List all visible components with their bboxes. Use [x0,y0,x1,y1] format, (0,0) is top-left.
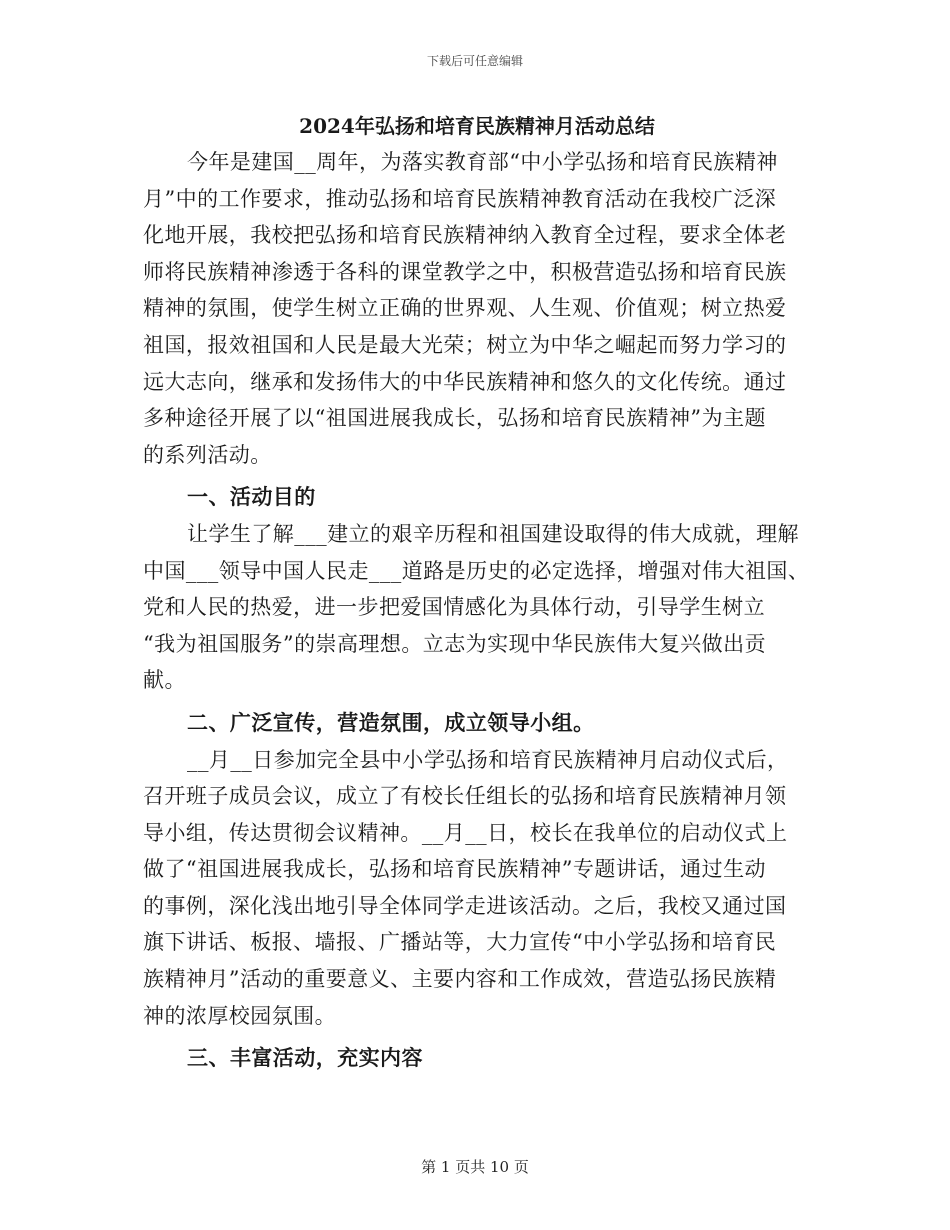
document-body [143,108,811,1077]
paragraph-line: 的系列活动。 [143,442,272,467]
page-footer: 第 1 页共 10 页 [421,1158,529,1176]
paragraph-line: 献。 [143,668,186,693]
paragraph-line: 中国___领导中国人民走___道路是历史的必定选择，增强对伟大祖国、 [143,558,810,583]
paragraph-line: 召开班子成员会议，成立了有校长任组长的弘扬和培育民族精神月领 [143,784,787,809]
paragraph-line: 做了“祖国进展我成长，弘扬和培育民族精神”专题讲话，通过生动 [143,857,766,882]
publicity-paragraph [143,742,811,1035]
section-heading-activities: 三、丰富活动，充实内容 [187,1045,423,1071]
paragraph-line: 祖国，报效祖国和人民是最大光荣；树立为中华之崛起而努力学习的 [143,332,787,357]
paragraph-line: 让学生了解___建立的艰辛历程和祖国建设取得的伟大成就，理解 [187,521,799,546]
paragraph-line: 多种途径开展了以“祖国进展我成长，弘扬和培育民族精神”为主题 [143,406,766,431]
paragraph-line: 导小组，传达贯彻会议精神。__月__日，校长在我单位的启动仪式上 [143,820,788,845]
paragraph-line: 族精神月”活动的重要意义、主要内容和工作成效，营造弘扬民族精 [143,967,777,992]
paragraph-line: __月__日参加完全县中小学弘扬和培育民族精神月启动仪式后， [187,747,789,772]
section-heading-purpose: 一、活动目的 [187,484,316,510]
paragraph-line: 师将民族精神渗透于各科的课堂教学之中，积极营造弘扬和培育民族 [143,259,787,284]
document-title: 2024年弘扬和培育民族精神月活动总结 [299,114,655,138]
paragraph-line: 党和人民的热爱，进一步把爱国情感化为具体行动，引导学生树立 [143,595,766,620]
paragraph-line: 今年是建国__周年，为落实教育部“中小学弘扬和培育民族精神 [187,150,778,174]
paragraph-line: 化地开展，我校把弘扬和培育民族精神纳入教育全过程，要求全体老 [143,223,787,248]
paragraph-line: 旗下讲话、板报、墙报、广播站等，大力宣传“中小学弘扬和培育民 [143,930,777,955]
paragraph-line: 神的浓厚校园氛围。 [143,1003,337,1028]
header-note: 下载后可任意编辑 [426,54,523,68]
paragraph-line: 远大志向，继承和发扬伟大的中华民族精神和悠久的文化传统。通过 [143,369,787,394]
paragraph-line: 精神的氛围，使学生树立正确的世界观、人生观、价值观；树立热爱 [143,296,787,321]
paragraph-line: “我为祖国服务”的崇高理想。立志为实现中华民族伟大复兴做出贡 [143,631,766,656]
purpose-paragraph [143,516,811,699]
section-heading-publicity: 二、广泛宣传，营造氛围，成立领导小组。 [187,709,595,735]
paragraph-line: 月”中的工作要求，推动弘扬和培育民族精神教育活动在我校广泛深 [143,186,777,211]
intro-paragraph [143,144,811,473]
paragraph-line: 的事例，深化浅出地引导全体同学走进该活动。之后，我校又通过国 [143,893,787,918]
